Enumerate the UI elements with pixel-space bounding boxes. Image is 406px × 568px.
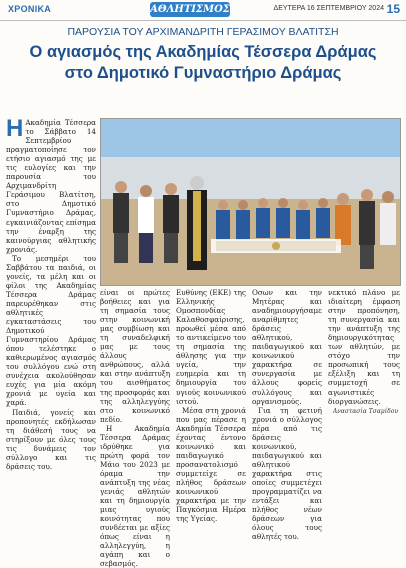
column-4-paragraph: Για τη φετινή χρονιά ο σύλλογος πέρα από τις δράσεις κοινωνικού, παιδαγωγικού και αθλητικού χαρακτήρα στις οποίες συμμετέχει προγραμματίζει να εντάξει και πλήθος νέων δράσεων για όλους τους αθλητές του. [252,405,322,542]
column-2-paragraph: Η Ακαδημία Τέσσερα Δράμας ιδρύθηκε για πρώτη φορά τον Μάιο του 2023 με όραμα την ανάπτυξη της νέας γενιάς αθλητών και τη δημιουργία μιας υγιούς κοινότητας που συνδέεται με αξίες όπως είναι η αλληλεγγύη, η αγάπη και ο σεβασμός. [100,423,170,568]
jersey [236,210,250,240]
article-kicker: ΠΑΡΟΥΣΙΑ ΤΟΥ ΑΡΧΙΜΑΝΔΡΙΤΗ ΓΕΡΑΣΙΜΟΥ ΒΛΑΤΙΤΣΗ [67,26,339,38]
article-column-5 [328,288,400,406]
column-5-paragraph: νεκτικό πλάνο με ιδιαίτερη έμφαση στην προπόνηση, τη συνεργασία και την ανάπτυξη της δημιουργικότητας των αθλητών, με στόχο την προσωπική τους εξέλιξη και τη συμμετοχή σε αγωνιστικές διοργανώσεις. [328,288,400,406]
brand-badge: ΑΘΛΗΤΙΣΜΟΣ [150,4,230,15]
column-2-paragraph: είναι οι πρώτες βοήθειες και για τη σημασία τους στην κοινωνική μας συμβίωση και τη συναδελφική μας με τους άλλους ανθρώπους, αλλά και στην ανάπτυξη του αισθήματος της προσφοράς και της αλληλεγγύης στο κοινωνικό πεδίο. [100,288,170,424]
column-4-paragraph: Οσων και την Μητέρας και αναδημιουργήσαμε αναρίθμητες δράσεις αθλητικού, παιδαγωγικού και κοινωνικού χαρακτήρα σε συνεργασία με άλλους φορείς συλλόγους και οργανισμούς. [252,288,322,406]
page-masthead [0,0,406,21]
jersey [316,208,330,238]
drop-cap: Η [6,115,24,142]
jersey [276,208,290,238]
column-1-paragraph: Το μεσημέρι του Σαββάτου τα παιδιά, οι γονείς, τα μέλη και οι φίλοι της Ακαδημίας Τέσσερα Δράμας παρευρέθηκαν στις αθλητικές εγκαταστάσεις του Δημοτικού Γυμναστηρίου Δράμας όπου τελέστηκε ο καθιερωμένος αγιασμός του συλλόγου ενώ στη συνέχεια ακολούθησαν ευχές για μία ακόμη χρονιά με υγεία και χαρά. [6,253,96,408]
article-column-1 [6,115,96,471]
column-3-paragraph: Μέσα στη χρονιά που μας πέρασε η Ακαδημία Τέσσερα έχοντας έντονο κοινωνικό και παιδαγωγικό προσανατολισμό συμμετείχε σε πλήθος δράσεων κοινωνικού χαρακτήρα με την Παγκόσμια Ημέρα της Υγείας. [176,405,246,524]
article-column-3 [176,288,246,524]
article-author: Αναστασία Τσαμίδου [332,408,398,415]
jersey [216,210,230,240]
article-column-4 [252,288,322,542]
article-photo [100,118,401,286]
headline-line-1: Ο αγιασμός της Ακαδημίας Τέσσερα Δράμας [29,43,377,61]
blessing-ceremony-photo [101,119,400,285]
section-label: ΧΡΟΝΙΚΑ [8,4,52,14]
article-headline [0,42,406,84]
headline-line-2: στο Δημοτικό Γυμναστήριο Δράμας [64,64,342,82]
column-1-paragraph: Παιδιά, γονείς και προπονητές εκδήλωσαν τη διάθεσή τους να στηρίξουν με όλες τους τις δυνάμεις τον σύλλογο και τις δράσεις του. [6,407,96,471]
article-column-2 [100,288,170,568]
column-1-paragraph: Ακαδημία Τέσσερα το Σάββατο 14 Σεπτεμβρίου πραγματοποίησε τον ετήσιο αγιασμό της με τις ευλογίες και την παρουσία του Αρχιμανδρίτη Γεράσιμου Βλατίτση, στο Δημοτικό Γυμναστήριο Δράμας, εγκαινιάζοντας επίσημα την έναρξη της καινούργιας αθλητικής χρονιάς. [6,118,96,254]
issue-date: ΔΕΥΤΕΡΑ 16 ΣΕΠΤΕΜΒΡΙΟΥ 2024 [273,5,384,12]
jersey [296,210,310,240]
page-number: 15 [386,2,400,16]
column-3-paragraph: Ευθύνης (ΕΚΕ) της Ελληνικής Ομοσπονδίας Καλαθοσφαίρισης, προωθεί μέσα από το αντικείμενο του τη σημασία της άθλησης για την υγεία, την ευημερία και τη δημιουργία του υγιούς κοινωνικού ιστού. [176,288,246,406]
jersey [256,208,270,238]
